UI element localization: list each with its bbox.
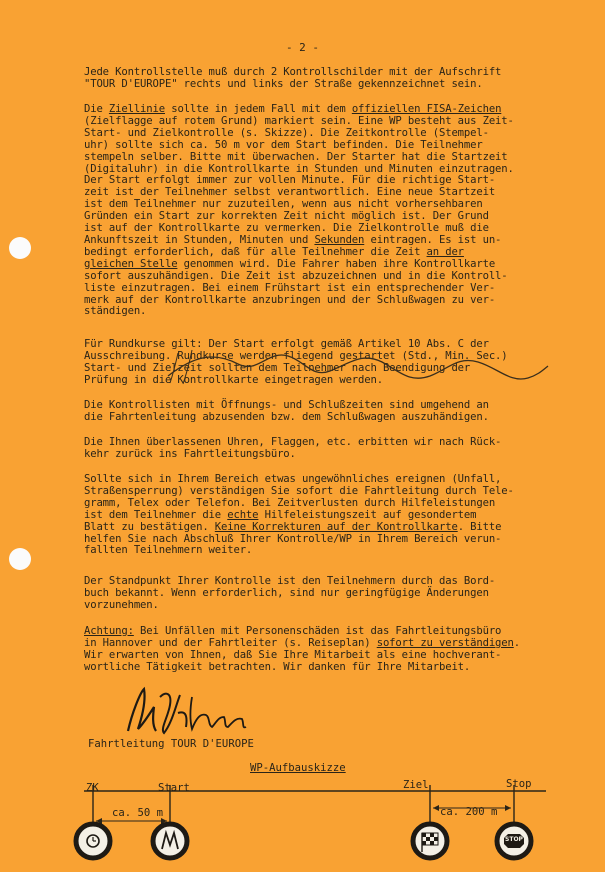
text-run: Straßensperrung) verständigen Sie sofort die Fahrtleitung durch Tele-	[84, 484, 514, 497]
text-run: Der Standpunkt Ihrer Kontrolle ist den Teilnehmern durch das Bord-	[84, 575, 496, 587]
text-run: ist dem Teilnehmer die	[84, 508, 228, 521]
text-run: vorzunehmen.	[84, 598, 159, 611]
text-run: ist dem Teilnehmer nur zuzuteilen, wenn aus nicht vorhersehbaren	[84, 198, 483, 211]
text-run: Hilfeleistungszeit auf gesondertem	[258, 508, 477, 521]
text-run: merk auf der Kontrollkarte anzubringen und der Schlußwagen zu ver-	[84, 293, 496, 306]
label-start: Start	[158, 782, 190, 794]
paragraph-incidents	[84, 474, 574, 557]
text-run: Prüfung in die Kontrollkarte eingetragen werden.	[84, 373, 383, 386]
paragraph-attention	[84, 626, 574, 674]
text-run: .	[513, 636, 520, 649]
text-run: buch bekannt. Wenn erforderlich, sind nur geringfügige Änderungen	[84, 586, 489, 599]
text-run: Blatt zu bestätigen.	[84, 520, 215, 533]
text-run: Wir erwarten von Ihnen, daß Sie Ihre Mitarbeit als eine hochverant-	[84, 648, 502, 661]
handwritten-signature	[120, 683, 260, 743]
stop-sign-text: STOP	[505, 836, 523, 843]
text-run: Für Rundkurse gilt: Der Start erfolgt gemäß Artikel 10 Abs. C der	[84, 338, 489, 350]
paragraph-control-lists	[84, 400, 574, 424]
paragraph-location	[84, 576, 574, 612]
text-run: sollte in jedem Fall mit dem	[164, 103, 352, 115]
text-line	[84, 375, 574, 387]
text-run: Gründen ein Start zur korrekten Zeit nicht möglich ist. Der Grund	[84, 210, 489, 223]
text-run: ständigen.	[84, 305, 147, 318]
punch-hole-bottom	[9, 548, 31, 570]
signature-closing: Fahrtleitung TOUR D'EUROPE	[88, 738, 254, 750]
underlined-text: sofort zu verständigen	[376, 636, 514, 649]
text-run: fallten Teilnehmern weiter.	[84, 544, 253, 557]
underlined-text: echte	[227, 508, 259, 521]
label-stop: Stop	[506, 778, 532, 790]
text-run: Start- und Zielzeit sollten dem Teilnehmer nach Beendigung der	[84, 361, 471, 374]
underlined-text: Ziellinie	[108, 103, 165, 115]
label-ziel: Ziel	[403, 779, 429, 791]
text-run: genommen wird. Die Fahrer haben ihre Kontrollkarte	[177, 257, 496, 270]
text-run: Die Ihnen überlassenen Uhren, Flaggen, etc. erbitten wir nach Rück-	[84, 436, 502, 448]
distance-label-right: ca. 200 m	[440, 806, 498, 818]
text-run: "TOUR D'EUROPE" rechts und links der Straße gekennzeichnet sein.	[84, 77, 483, 90]
text-line	[84, 545, 574, 557]
text-run: in Hannover und der Fahrtleiter (s. Reiseplan)	[84, 636, 377, 649]
text-run: eintragen. Es ist un-	[364, 233, 502, 246]
underlined-text: Sekunden	[314, 233, 365, 246]
text-run: Jede Kontrollstelle muß durch 2 Kontrollschilder mit der Aufschrift	[84, 66, 502, 78]
paragraph-circuits	[84, 339, 574, 387]
text-run: uhr) sollte sich ca. 50 m vor dem Start befinden. Die Teilnehmer	[84, 138, 483, 151]
underlined-text: Achtung:	[84, 625, 134, 637]
text-run: Start- und Zielkontrolle (s. Skizze). Die Zeitkontrolle (Stempel-	[84, 126, 489, 139]
checkered-flag-sign-icon	[413, 824, 447, 858]
page-number: - 2 -	[285, 41, 320, 54]
text-run: zeit ist der Teilnehmer selbst verantwortlich. Eine neue Startzeit	[84, 186, 496, 199]
text-run: (Digitaluhr) in die Kontrollkarte in Stunden und Minuten einzutragen.	[84, 162, 514, 175]
text-line	[84, 79, 574, 91]
text-run: die Fahrtenleitung abzusenden bzw. dem Schlußwagen auszuhändigen.	[84, 410, 489, 423]
text-run: bedingt erforderlich, daß für alle Teilnehmer die Zeit	[84, 245, 427, 258]
text-run: Sollte sich in Ihrem Bereich etwas ungewöhnliches ereignen (Unfall,	[84, 473, 502, 485]
text-run: Ankunftszeit in Stunden, Minuten und	[84, 233, 315, 246]
text-run: sofort auszuhändigen. Die Zeit ist abzuzeichnen und in die Kontroll-	[84, 269, 508, 282]
text-run: helfen Sie nach Abschluß Ihrer Kontrolle/WP in Ihrem Bereich verun-	[84, 532, 502, 545]
text-line	[84, 662, 574, 674]
distance-label-left: ca. 50 m	[112, 807, 164, 819]
paragraph-return-items	[84, 437, 574, 461]
text-run: stempeln selber. Bitte mit überwachen. Der Starter hat die Startzeit	[84, 150, 508, 163]
underlined-text: Keine Korrekturen auf der Kontrollkarte	[214, 520, 458, 533]
text-run: ist auf der Kontrollkarte zu vermerken. Die Zielkontrolle muß die	[84, 222, 489, 235]
text-line	[84, 412, 574, 424]
text-run: Der Start erfolgt immer zur vollen Minute. Für die richtige Start-	[84, 174, 496, 187]
text-run: Die Kontrollisten mit Öffnungs- und Schlußzeiten sind umgehend an	[84, 399, 489, 411]
start-sign-icon	[153, 824, 187, 858]
underlined-text: offiziellen FISA-Zeichen	[351, 103, 502, 115]
label-zk: ZK	[86, 782, 99, 794]
text-run: . Bitte	[457, 520, 502, 533]
text-run: Bei Unfällen mit Personenschäden ist das Fahrtleitungsbüro	[133, 625, 502, 637]
text-run: liste einzutragen. Bei einem Frühstart ist ein entsprechender Ver-	[84, 281, 496, 294]
text-line	[84, 306, 574, 318]
paragraph-signage	[84, 67, 574, 91]
underlined-text: gleichen Stelle	[84, 257, 178, 270]
text-line	[84, 449, 574, 461]
text-line	[84, 295, 574, 307]
text-run: gramm, Telex oder Telefon. Bei Zeitverlusten durch Hilfeleistungen	[84, 496, 496, 509]
punch-hole-top	[9, 237, 31, 259]
sketch-title: WP-Aufbauskizze	[250, 762, 346, 774]
text-run: Die	[84, 103, 109, 115]
underlined-text: an der	[426, 245, 464, 258]
text-run: wortliche Tätigkeit betrachten. Wir danken für Ihre Mitarbeit.	[84, 660, 471, 673]
paragraph-finish-line	[84, 104, 574, 318]
text-run: kehr zurück ins Fahrtleitungsbüro.	[84, 447, 296, 460]
text-run: Ausschreibung. Rundkurse werden fliegend gestartet (Std., Min. Sec.)	[84, 349, 508, 362]
text-run: (Zielflagge auf rotem Grund) markiert sein. Eine WP besteht aus Zeit-	[84, 114, 514, 127]
wp-layout-sketch	[0, 775, 605, 872]
clock-sign-icon	[76, 824, 110, 858]
text-line	[84, 600, 574, 612]
